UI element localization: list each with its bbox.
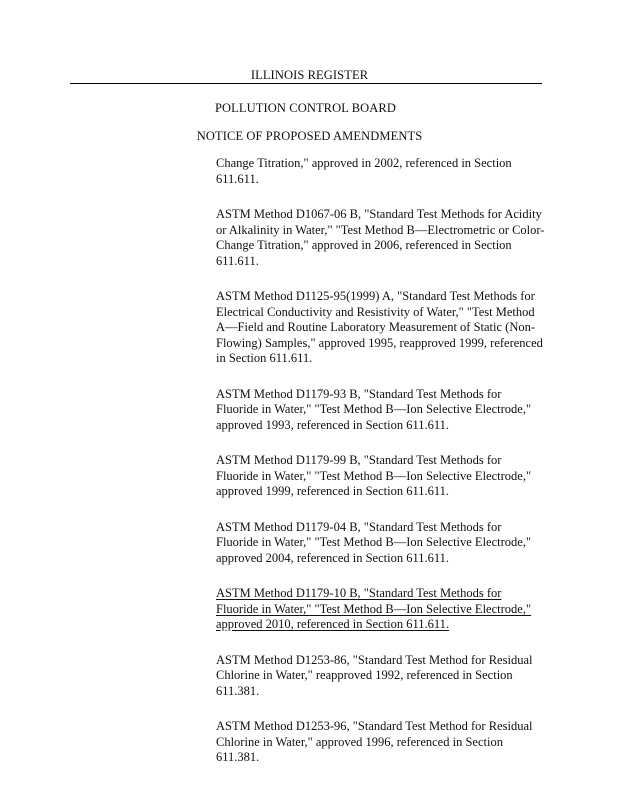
reference-text: ASTM Method D1179-93 B, "Standard Test Methods for Fluoride in Water," "Test Method B—Ion Selective Electrode," approved 1993, referenced in Section 611.611. bbox=[216, 386, 532, 432]
reference-entry bbox=[216, 289, 546, 367]
header-rule bbox=[70, 83, 542, 84]
notice-title: NOTICE OF PROPOSED AMENDMENTS bbox=[196, 129, 423, 143]
board-title: POLLUTION CONTROL BOARD bbox=[215, 101, 396, 115]
reference-text: ASTM Method D1253-86, "Standard Test Method for Residual Chlorine in Water," reapproved 1992, referenced in Section 611.381. bbox=[216, 652, 533, 698]
reference-entry bbox=[216, 653, 546, 700]
reference-entry bbox=[216, 719, 546, 766]
added-reference-entry bbox=[216, 586, 546, 633]
reference-entry bbox=[216, 156, 546, 187]
reference-text: Change Titration," approved in 2002, referenced in Section 611.611. bbox=[216, 156, 512, 186]
reference-text: ASTM Method D1179-99 B, "Standard Test Methods for Fluoride in Water," "Test Method B—Ion Selective Electrode," approved 1999, referenced in Section 611.611. bbox=[216, 453, 532, 498]
reference-entry bbox=[216, 207, 546, 269]
reference-list bbox=[216, 156, 546, 786]
reference-entry bbox=[216, 520, 546, 567]
reference-text: ASTM Method D1125-95(1999) A, "Standard Test Methods for Electrical Conductivity and Resistivity of Water," "Test Method A—Field and Routine Laboratory Measurement of Static (Non-Flowing) Samples," approved 1995, reapproved 1999, referenced in Section 611.611. bbox=[216, 289, 543, 365]
reference-entry bbox=[216, 453, 546, 500]
reference-entry bbox=[216, 387, 546, 434]
register-title: ILLINOIS REGISTER bbox=[250, 68, 369, 82]
reference-text: ASTM Method D1067-06 B, "Standard Test Methods for Acidity or Alkalinity in Water," "Test Method B—Electrometric or Color-Change Titration," approved in 2006, referenced in Section 611.611. bbox=[216, 207, 545, 268]
reference-text: ASTM Method D1179-04 B, "Standard Test Methods for Fluoride in Water," "Test Method B—Ion Selective Electrode," approved 2004, referenced in Section 611.611. bbox=[216, 519, 532, 565]
reference-text: ASTM Method D1179-10 B, "Standard Test Methods for Fluoride in Water," "Test Method B—Ion Selective Electrode," approved 2010, referenced in Section 611.611. bbox=[216, 586, 532, 631]
reference-text: ASTM Method D1253-96, "Standard Test Method for Residual Chlorine in Water," approved 1996, referenced in Section 611.381. bbox=[216, 719, 533, 764]
